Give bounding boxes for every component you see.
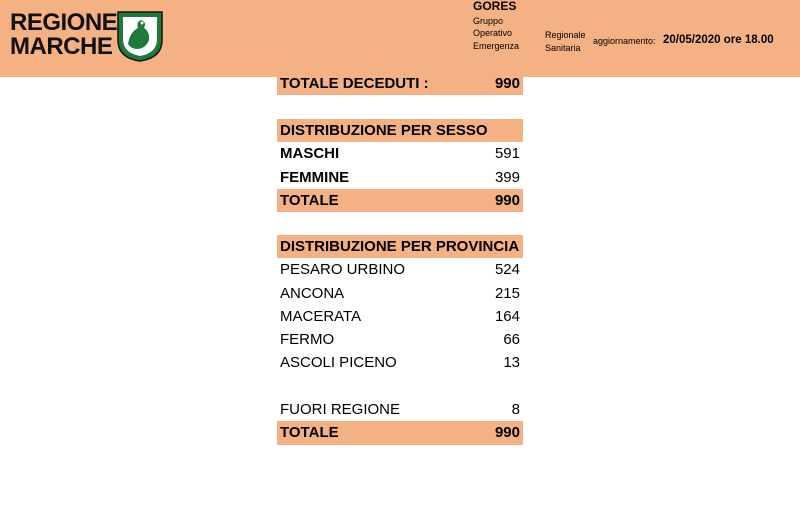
update-label: aggiornamento:: [593, 36, 656, 46]
gores-title: GORES: [473, 0, 517, 13]
logo-text: [10, 11, 117, 59]
row-label: MASCHI: [280, 145, 340, 163]
section-title: DISTRIBUZIONE PER PROVINCIA: [280, 238, 520, 255]
header-banner: [0, 0, 800, 77]
row-value: 990: [494, 191, 520, 209]
table-row: [277, 166, 523, 189]
regionale-block: [545, 29, 586, 54]
row-label: ANCONA: [280, 284, 345, 302]
row-label: FERMO: [280, 331, 335, 349]
row-value: 990: [494, 75, 520, 92]
table-row: [277, 305, 523, 328]
logo-line-2: MARCHE: [10, 33, 113, 60]
section-title: DISTRIBUZIONE PER SESSO: [280, 122, 488, 139]
gores-line: Operativo: [473, 28, 513, 38]
table-row: [277, 282, 523, 305]
row-label: TOTALE: [280, 191, 339, 209]
row-value: 591: [494, 145, 520, 163]
provincia-table: [277, 235, 523, 445]
spacer-row: [277, 375, 523, 398]
totale-deceduti-row: [277, 72, 523, 95]
row-value: 13: [503, 354, 520, 372]
sesso-total-row: [277, 189, 523, 212]
regionale-line: Regionale: [545, 30, 586, 40]
sesso-table: [277, 119, 523, 212]
gores-block: [473, 0, 519, 52]
row-value: 399: [494, 168, 520, 186]
gores-line: Gruppo: [473, 15, 504, 26]
row-value: 164: [494, 307, 520, 325]
table-row: [277, 398, 523, 421]
row-value: 215: [494, 284, 520, 302]
table-row: [277, 142, 523, 165]
row-label: FEMMINE: [280, 168, 350, 186]
provincia-header: [277, 235, 523, 258]
row-label: FUORI REGIONE: [280, 401, 401, 419]
gores-line: Emergenza: [473, 40, 520, 51]
row-label: PESARO URBINO: [280, 261, 406, 279]
row-value: 524: [494, 261, 520, 279]
update-value: 20/05/2020 ore 18.00: [663, 34, 774, 46]
row-value: 990: [494, 424, 520, 442]
row-label: TOTALE: [280, 424, 339, 442]
row-value: 8: [511, 401, 520, 419]
regionale-line: Sanitaria: [545, 42, 581, 53]
sesso-header: [277, 119, 523, 142]
row-value: 66: [503, 331, 520, 349]
provincia-total-row: [277, 421, 523, 444]
logo-line-1: REGIONE: [10, 9, 118, 36]
row-label: TOTALE DECEDUTI :: [280, 75, 429, 92]
table-row: [277, 258, 523, 281]
row-label: MACERATA: [280, 307, 362, 325]
shield-icon: [116, 10, 164, 62]
table-row: [277, 328, 523, 351]
table-row: [277, 351, 523, 374]
row-label: ASCOLI PICENO: [280, 354, 397, 372]
regione-marche-logo: [10, 9, 165, 65]
totale-deceduti-table: [277, 72, 523, 95]
